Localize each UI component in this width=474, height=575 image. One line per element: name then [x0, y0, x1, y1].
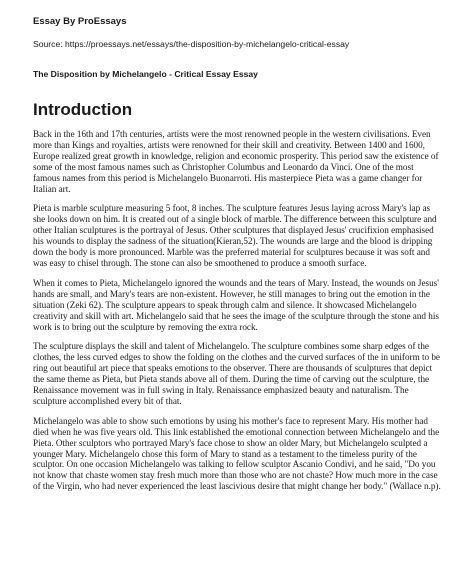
paragraph: The sculpture displays the skill and talent of Michelangelo. The sculpture combines some sharp edges of the clothes, the less curved edges to show the folding on the clothes and the curved surfaces of the in uniform to be ring out beautiful art piece that speaks emotions to the observer. There are thousands of sculptures that depict the same theme as Pieta, but Pieta stands above all of them. During the time of carving out the sculpture, the Renaissance movement was in full swing in Italy. Renaissance emphasized beauty and naturalism. The sculpture accomplished every bit of that.	[33, 341, 440, 406]
source-line: Source: https://proessays.net/essays/the-disposition-by-michelangelo-critical-essay	[33, 39, 350, 49]
paragraph: When it comes to Pieta, Michelangelo ignored the wounds and the tears of Mary. Instead, the wounds on Jesus' hands are small, and Mary's tears are non-existent. However, he still manages to bring out the emotion in the situation (Zeki 62). The sculpture appears to speak through calm and silence. It showcased Michelangelo creativity and skill with art. Michelangelo said that he sees the image of the sculpture through the stone and his work is to bring out the sculpture by removing the extra rock.	[33, 277, 439, 332]
section-heading: Introduction	[33, 100, 133, 119]
site-brand: Essay By ProEssays	[33, 16, 127, 27]
paragraph: Pieta is marble sculpture measuring 5 foot, 8 inches. The sculpture features Jesus laying across Mary's lap as she looks down on him. It is created out of a single block of marble. The difference between this sculpture and other Italian sculptures is the portrayal of Jesus. Other sculptures that displayed Jesus' crucifixion emphasised his wounds to display the sadness of the situation(Kieran,52). The wounds are large and the blood is dripping down the body is more pronounced. Marble was the preferred material for sculptures because it was soft and was easy to chisel through. The stone can also be smoothened to produce a smooth surface.	[33, 203, 437, 268]
paragraph: Back in the 16th and 17th centuries, artists were the most renowned people in the western civilisations. Even more than Kings and royalties, artists were renowned for their skill and creativity. Between 1400 and 1600, Europe realized great growth in knowledge, religion and economic prosperity. This period saw the existence of some of the most famous names such as Christopher Columbus and Leonardo da Vinci. One of the most famous names from this period is Michelangelo Buonarroti. His masterpiece Pieta was a game changer for Italian art.	[33, 129, 439, 194]
document-title: The Disposition by Michelangelo - Critical Essay Essay	[33, 69, 258, 79]
paragraph: Michelangelo was able to show such emotions by using his mother's face to represent Mary. His mother had died when he was five years old. This link established the emotional connection between Michelangelo and the Pieta. Other sculptors who portrayed Mary's face chose to show an older Mary, but Michelangelo sculpted a younger Mary. Michelangelo chose this form of Mary to stand as a testament to the timeless purity of the sculptor. On one occasion Michelangelo was talking to fellow sculptor Ascanio Condivi, and he said, "Do you not know that chaste women stay fresh much more than those who are not chaste? How much more in the case of the Virgin, who had never experienced the least lascivious desire that might change her body." (Wallace n.p).	[33, 415, 441, 492]
